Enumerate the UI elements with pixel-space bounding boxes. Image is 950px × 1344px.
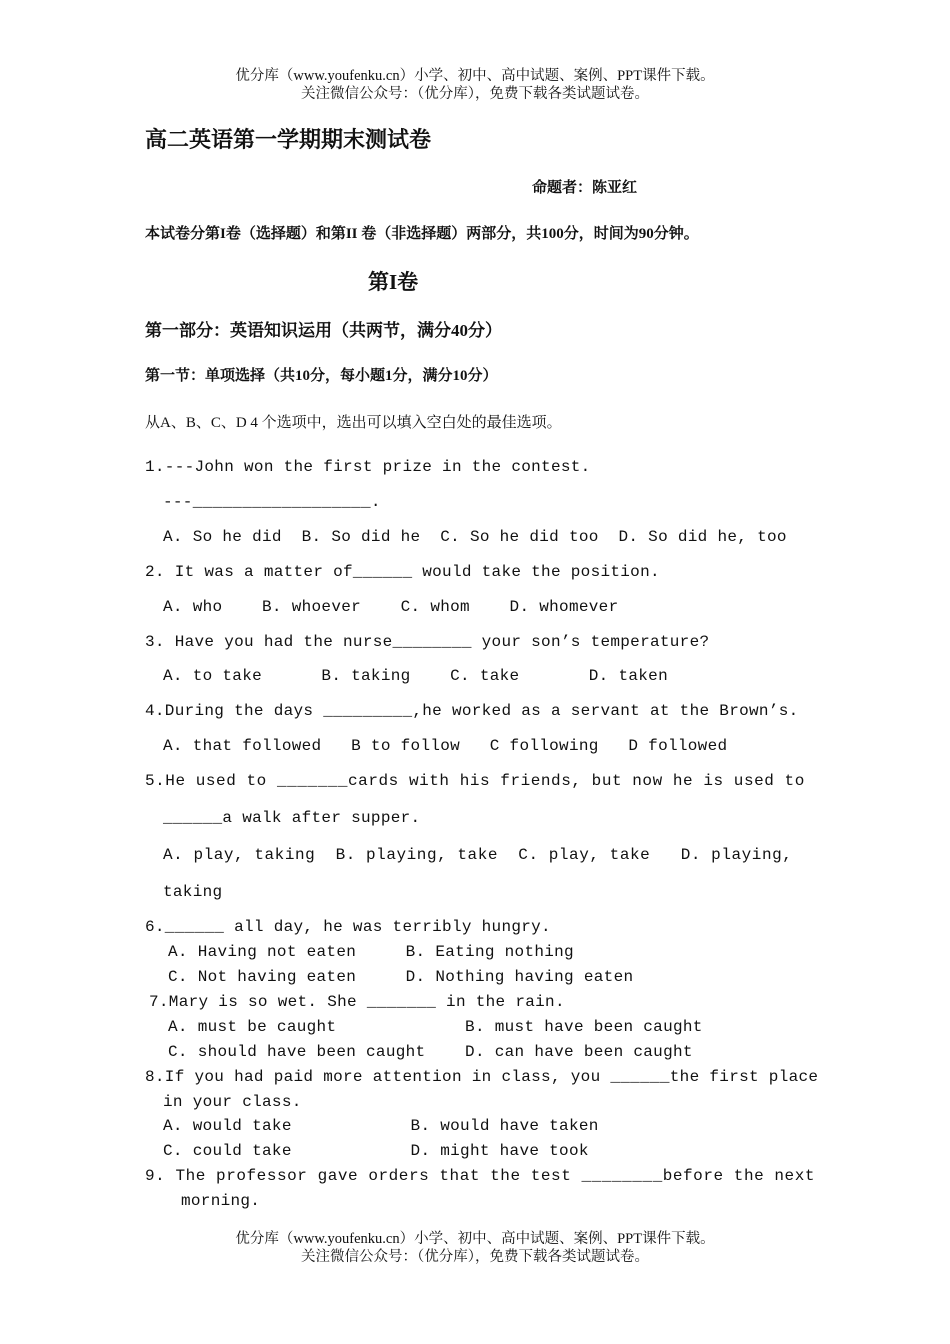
question-5-continuation: ______a walk after supper.	[163, 809, 421, 827]
question-7-stem: 7.Mary is so wet. She _______ in the rain.	[149, 993, 565, 1011]
question-2-options: A. who B. whoever C. whom D. whomever	[163, 598, 619, 616]
question-1-answer: ---__________________.	[163, 493, 381, 511]
exam-intro: 本试卷分第I卷（选择题）和第II 卷（非选择题）两部分，共100分，时间为90分钟。	[145, 226, 699, 242]
question-9-continuation: morning.	[181, 1192, 261, 1210]
section-heading: 第一节：单项选择（共10分，每小题1分，满分10分）	[145, 368, 498, 384]
question-5-options-continuation: taking	[163, 883, 223, 901]
question-2-stem: 2. It was a matter of______ would take the position.	[145, 563, 660, 581]
header-line-2: 关注微信公众号：（优分库），免费下载各类试题试卷。	[301, 86, 649, 102]
question-4-options: A. that followed B to follow C following D followed	[163, 737, 728, 755]
header-line-1: 优分库（www.youfenku.cn）小学、初中、高中试题、案例、PPT课件下载。	[235, 68, 715, 84]
volume-heading: 第I卷	[368, 270, 419, 294]
instruction-text: 从A、B、C、D 4 个选项中，选出可以填入空白处的最佳选项。	[145, 415, 562, 431]
question-6-stem: 6.______ all day, he was terribly hungry.	[145, 918, 551, 936]
author-line: 命题者：陈亚红	[532, 180, 638, 196]
question-6-options-ab: A. Having not eaten B. Eating nothing	[168, 943, 574, 961]
question-6-options-cd: C. Not having eaten D. Nothing having eaten	[168, 968, 634, 986]
question-8-options-cd: C. could take D. might have took	[163, 1142, 589, 1160]
question-4-stem: 4.During the days _________,he worked as a servant at the Brown’s.	[145, 702, 799, 720]
page-header	[0, 67, 950, 103]
question-1-stem: 1.---John won the first prize in the contest.	[145, 458, 591, 476]
footer-line-2: 关注微信公众号：（优分库），免费下载各类试题试卷。	[301, 1249, 649, 1265]
exam-title: 高二英语第一学期期末测试卷	[145, 127, 432, 152]
question-3-options: A. to take B. taking C. take D. taken	[163, 667, 668, 685]
footer-line-1: 优分库（www.youfenku.cn）小学、初中、高中试题、案例、PPT课件下载。	[235, 1231, 715, 1247]
question-8-stem: 8.If you had paid more attention in class, you ______the first place	[145, 1068, 819, 1086]
question-5-options: A. play, taking B. playing, take C. play, take D. playing,	[163, 846, 793, 864]
question-7-options-ab: A. must be caught B. must have been caught	[168, 1018, 703, 1036]
question-1-options: A. So he did B. So did he C. So he did too D. So did he, too	[163, 528, 787, 546]
question-3-stem: 3. Have you had the nurse________ your son’s temperature?	[145, 633, 710, 651]
page-footer	[0, 1230, 950, 1266]
question-5-stem: 5.He used to _______cards with his friends, but now he is used to	[145, 772, 805, 790]
question-8-continuation: in your class.	[163, 1093, 302, 1111]
question-7-options-cd: C. should have been caught D. can have been caught	[168, 1043, 693, 1061]
question-8-options-ab: A. would take B. would have taken	[163, 1117, 599, 1135]
question-9-stem: 9. The professor gave orders that the test ________before the next	[145, 1167, 816, 1185]
part-heading: 第一部分：英语知识运用（共两节，满分40分）	[145, 321, 502, 340]
